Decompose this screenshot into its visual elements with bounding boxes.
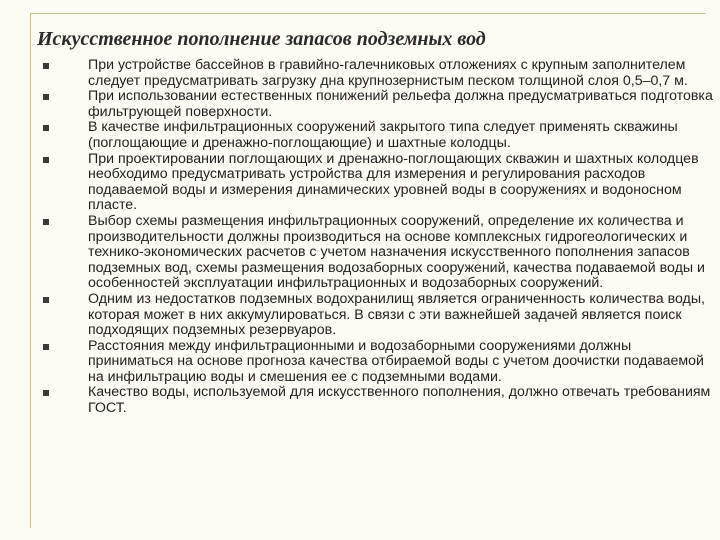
square-bullet-icon [43,344,49,350]
square-bullet-icon [43,94,49,100]
slide-title: Искусственное пополнение запасов подземных вод [37,28,486,50]
square-bullet-icon [43,219,49,225]
square-bullet-icon [43,297,49,303]
bullet-text: Расстояния между инфильтрационными и водозаборными сооружениями должны приниматься на основе прогноза качества отбираемой воды с учетом доочистки подаваемой на инфильтрацию воды и смешения ее с подземными водами. [88,337,704,385]
bullet-list [40,58,715,417]
frame-left-line [30,13,31,528]
bullet-text: Одним из недостатков подземных водохранилищ является ограниченность количества воды, которая может в них аккумулироваться. В связи с эти важнейшей задачей является поиск подходящих подземных резервуаров. [88,290,705,339]
bullet-text: При использовании естественных понижений рельефа должна предусматриваться подготовка фильтрующей поверхности. [88,88,713,120]
bullet-item [40,120,715,151]
bullet-item [40,292,715,339]
square-bullet-icon [43,157,49,163]
bullet-text: В качестве инфильтрационных сооружений закрытого типа следует применять скважины (поглощающие и дренажно-поглощающие) и шахтные колодцы. [88,119,678,151]
frame-top-line [30,13,706,14]
bullet-text: При проектировании поглощающих и дренажно-поглощающих скважин и шахтных колодцев необходимо предусматривать устройства для измерения и регулирования расходов подаваемой воды и измерения динамических уровней воды в сооружениях и водоносном пласте. [88,150,699,214]
square-bullet-icon [43,390,49,396]
bullet-item [40,385,715,416]
bullet-item [40,339,715,386]
bullet-item [40,214,715,292]
square-bullet-icon [43,63,49,69]
bullet-text: Качество воды, используемой для искусственного пополнения, должно отвечать требованиям ГОСТ. [88,384,711,417]
square-bullet-icon [43,125,49,131]
bullet-item [40,152,715,214]
bullet-text: При устройстве бассейнов в гравийно-галечниковых отложениях с крупным заполнителем следует предусматривать загрузку дна крупнозернистым песком толщиной слоя 0,5–0,7 м. [88,57,688,89]
bullet-text: Выбор схемы размещения инфильтрационных сооружений, определение их количества и производительности должны производиться на основе комплексных гидрогеологических и технико-экономических расчетов с учетом назначения искусственного пополнения запасов подземных вод, схемы размещения водозаборных сооружений, качества подаваемой воды и особенностей эксплуатации инфильтрационных и водозаборных сооружений. [88,212,705,292]
bullet-item [40,89,715,120]
bullet-item [40,58,715,89]
